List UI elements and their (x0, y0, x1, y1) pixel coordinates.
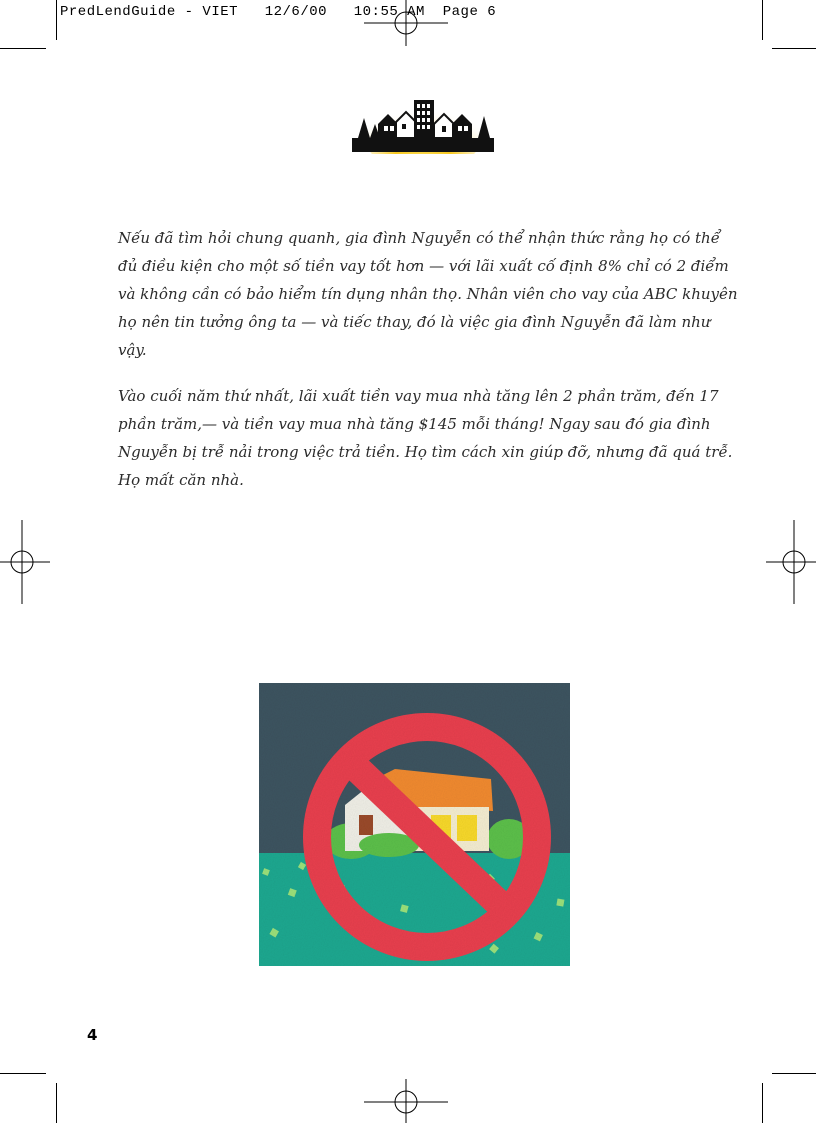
city-skyline-icon (350, 78, 496, 154)
no-house-illustration (259, 683, 570, 966)
registration-mark-top-icon (364, 0, 448, 50)
crop-mark-tl-v (56, 0, 57, 40)
crop-mark-br-h (772, 1073, 816, 1074)
crop-mark-bl-v (56, 1083, 57, 1123)
crop-mark-tl-h (0, 48, 46, 49)
paragraph-1: Nếu đã tìm hỏi chung quanh, gia đình Nguyễn có thể nhận thức rằng họ có thể đủ điều kiện cho một số tiền vay tốt hơn — với lãi xuất cố định 8% chỉ có 2 điểm và không cần có bảo hiểm tín dụng nhân thọ. Nhân viên cho vay của ABC khuyên họ nên tin tưởng ông ta — và tiếc thay, đó là việc gia đình Nguyễn đã làm như vậy. (118, 229, 738, 359)
crop-mark-tr-v (762, 0, 763, 40)
registration-mark-right-icon (766, 520, 816, 604)
slug-line: PredLendGuide - VIET 12/6/00 10:55 AM Page 6 (60, 4, 497, 20)
crop-mark-br-v (762, 1083, 763, 1123)
paragraph-2: Vào cuối năm thứ nhất, lãi xuất tiền vay mua nhà tăng lên 2 phần trăm, đến 17 phần trăm,— và tiền vay mua nhà tăng $145 mỗi tháng! Ngay sau đó gia đình Nguyễn bị trễ nải trong việc trả tiền. Họ tìm cách xin giúp đỡ, nhưng đã quá trễ. Họ mất căn nhà. (118, 387, 733, 489)
crop-mark-tr-h (772, 48, 816, 49)
page-number: 4 (87, 1026, 98, 1044)
registration-mark-left-icon (0, 520, 50, 604)
registration-mark-bottom-icon (364, 1075, 448, 1123)
crop-mark-bl-h (0, 1073, 46, 1074)
